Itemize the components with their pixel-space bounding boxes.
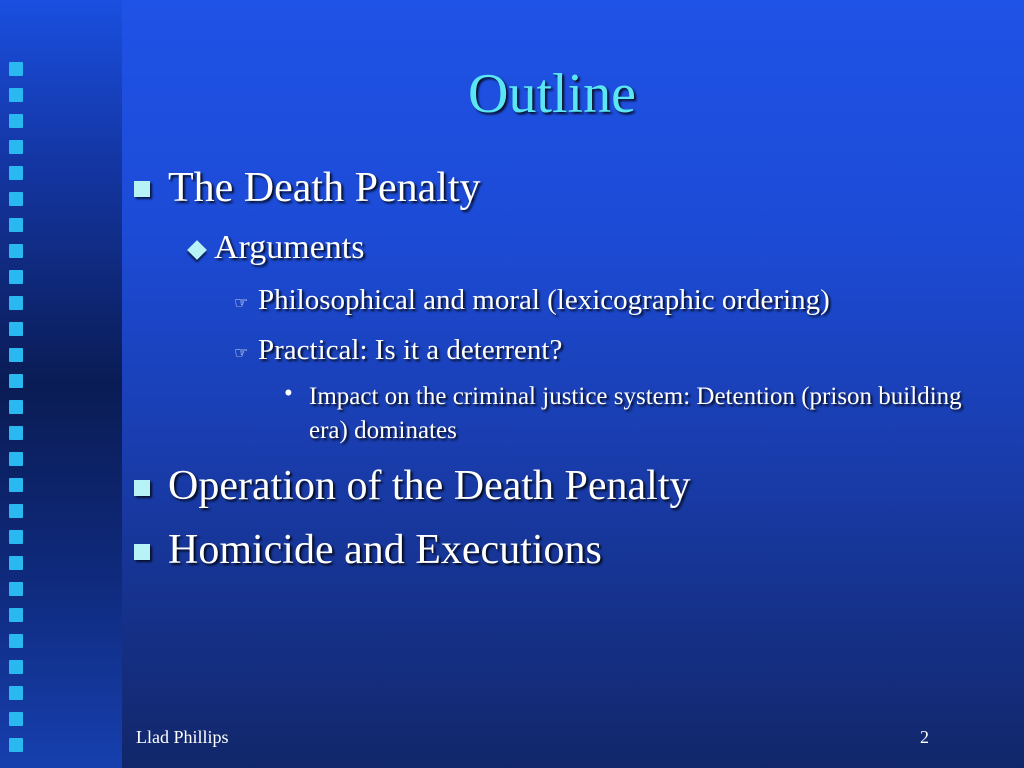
decorative-square [9,270,23,284]
diamond-bullet-icon [187,240,207,260]
bullet-item-death-penalty: The Death Penalty [168,165,481,211]
decorative-square [9,712,23,726]
decorative-squares-column [9,62,25,768]
decorative-square [9,582,23,596]
dot-bullet-icon: • [284,380,293,407]
decorative-square [9,686,23,700]
decorative-square [9,218,23,232]
decorative-square [9,400,23,414]
decorative-square [9,140,23,154]
decorative-square [9,426,23,440]
decorative-square [9,374,23,388]
pointing-hand-icon: ☞ [234,293,249,312]
square-bullet-icon [134,480,150,496]
bullet-item-impact: Impact on the criminal justice system: Detention (prison building era) dominates [309,383,962,444]
bullet-item-operation: Operation of the Death Penalty [168,463,691,509]
slide-title: Outline [468,63,636,125]
footer-author: Llad Phillips [136,727,229,747]
decorative-square [9,114,23,128]
bullet-item-arguments: Arguments [214,229,365,266]
bullet-item-homicide: Homicide and Executions [168,527,602,573]
decorative-square [9,322,23,336]
decorative-square [9,62,23,76]
pointing-hand-icon: ☞ [234,343,249,362]
decorative-square [9,608,23,622]
decorative-square [9,452,23,466]
decorative-square [9,738,23,752]
decorative-square [9,296,23,310]
bullet-item-philosophical: Philosophical and moral (lexicographic ordering) [258,284,830,316]
square-bullet-icon [134,181,150,197]
decorative-square [9,244,23,258]
decorative-square [9,348,23,362]
decorative-square [9,192,23,206]
decorative-square [9,166,23,180]
decorative-square [9,556,23,570]
square-bullet-icon [134,544,150,560]
decorative-square [9,88,23,102]
bullet-item-practical: Practical: Is it a deterrent? [258,334,563,366]
decorative-square [9,478,23,492]
decorative-square [9,504,23,518]
decorative-square [9,634,23,648]
decorative-square [9,660,23,674]
decorative-square [9,530,23,544]
footer-page-number: 2 [920,727,929,747]
